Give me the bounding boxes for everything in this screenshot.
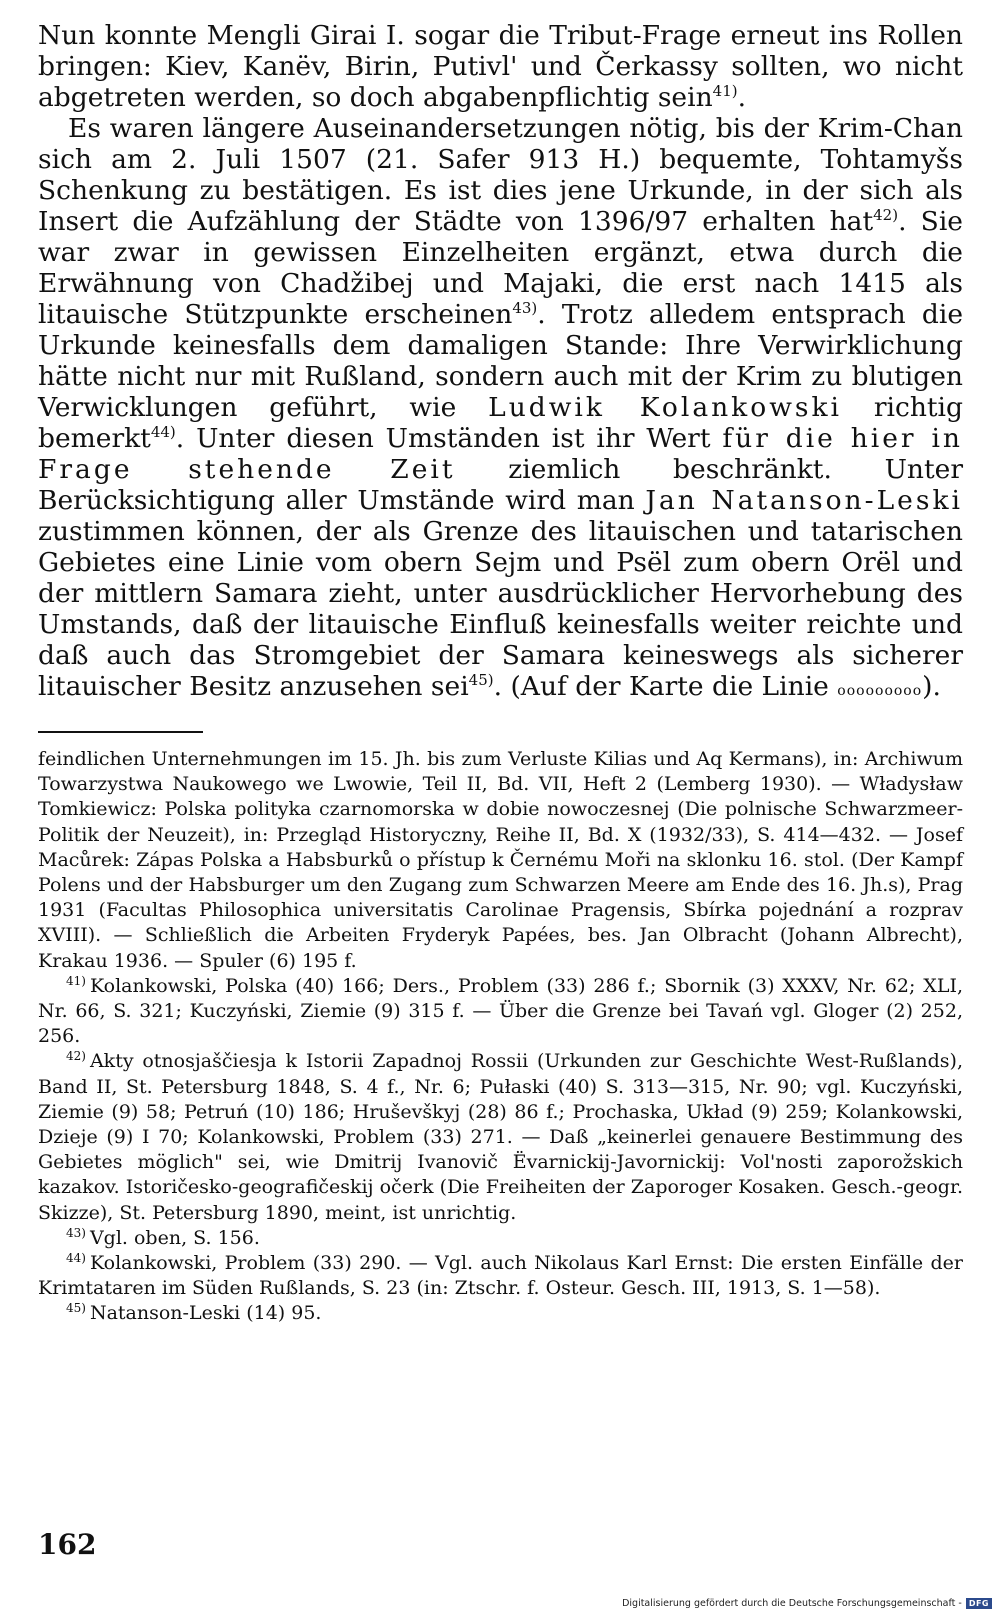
footnote-41: $^{41)}$ Kolankowski, Polska (40) 166; Ders., Problem (33) 286 f.; Sbornik (3) XXXV, Nr. 62; XLI, Nr. 66, S. 321; Kuczyński, Ziemie (9) 315 f. — Über die Grenze bei Tavań vgl. Gloger (2) 252, 256. (38, 973, 963, 1048)
paragraph-1: Nun konnte Mengli Girai I. sogar die Tribut-Frage erneut ins Rollen bringen: Kiev, Kanëv, Birin, Putivl' und Čerkassy sollten, wo nicht abgetreten werden, so doch abgabenpflichtig sein$^{41)}$. (38, 20, 963, 113)
emphasized-phrase: für die hier in Frage stehende Zeit (38, 423, 963, 485)
footnote-44: $^{44)}$ Kolankowski, Problem (33) 290. — Vgl. auch Nikolaus Karl Ernst: Die ersten Einfälle der Krimtataren im Süden Rußlands, S. 23 (in: Ztschr. f. Osteur. Gesch. III, 1913, S. 1—58). (38, 1250, 963, 1300)
footnote-ref-41[interactable]: 41) (712, 82, 738, 101)
footnote-43: $^{43)}$ Vgl. oben, S. 156. (66, 1225, 260, 1249)
footnote-divider (38, 731, 203, 733)
paragraph-2: Es waren längere Auseinandersetzungen nötig, bis der Krim-Chan sich am 2. Juli 1507 (21. Safer 913 H.) bequemte, Tohtamyšs Schenkung zu bestätigen. Es ist dies jene Urkunde, in der sich als Insert die Aufzählung der Städte von 1396/97 erhalten hat$^{42)}$. Sie war zwar in gewissen Einzelheiten ergänzt, etwa durch die Erwähnung von Chadžibej und Majaki, die erst nach 1415 als litauische Stützpunkte erscheinen$^{43)}$. Trotz alledem entsprach die Urkunde keinesfalls dem damaligen Stande: Ihre Verwirklichung hätte nicht nur mit Rußland, sondern auch mit der Krim zu blutigen Verwicklungen geführt, wie Ludwik Kolankowski richtig bemerkt$^{44)}$. Unter diesen Umständen ist ihr Wert für die hier in Frage stehende Zeit ziemlich beschränkt. Unter Berücksichtigung aller Umstände wird man Jan Natanson-Leski zustimmen können, der als Grenze des litauischen und tatarischen Gebietes eine Linie vom obern Sejm und Psël zum obern Orël und der mittlern Samara zieht, unter ausdrücklicher Hervorhebung des Umstands, daß der litauische Einfluß keinesfalls weiter reichte und daß auch das Stromgebiet der Samara keineswegs als sicherer litauischer Besitz anzusehen sei$^{45)}$. (Auf der Karte die Linie ooooooooo). (38, 113, 963, 702)
circle-line-symbol: ooooooooo (837, 683, 923, 699)
digitization-credit (622, 1598, 992, 1609)
dfg-logo-icon: DFG (966, 1598, 992, 1609)
footnote-ref-45[interactable]: 45) (468, 671, 494, 690)
footnote-42: $^{42)}$ Akty otnosjaščiesja k Istorii Zapadnoj Rossii (Urkunden zur Geschichte West-Rußlands), Band II, St. Petersburg 1848, S. 4 f., Nr. 6; Pułaski (40) S. 313—315, Nr. 90; vgl. Kuczyński, Ziemie (9) 58; Petruń (10) 186; Hruševškyj (28) 86 f.; Prochaska, Układ (9) 259; Kolankowski, Dzieje (9) I 70; Kolankowski, Problem (33) 271. — Daß „keinerlei genauere Bestimmung des Gebietes möglich" sei, wie Dmitrij Ivanovič Ëvarnickij-Javornickij: Vol'nosti zaporožskich kazakov. Istoričesko-geografičeskij očerk (Die Freiheiten der Zaporoger Kosaken. Gesch.-geogr. Skizze), St. Petersburg 1890, meint, ist unrichtig. (38, 1049, 963, 1224)
footnote-ref-44[interactable]: 44) (150, 423, 176, 442)
author-name: Jan Natanson-Leski (645, 485, 963, 516)
footnote-ref-43[interactable]: 43) (512, 299, 538, 318)
credit-text: Digitalisierung gefördert durch die Deutsche Forschungsgemeinschaft - (622, 1598, 962, 1609)
footnote-45: $^{45)}$ Natanson-Leski (14) 95. (66, 1301, 322, 1325)
main-text (38, 20, 963, 707)
page-number: 162 (38, 1528, 97, 1561)
author-name: Ludwik Kolankowski (488, 392, 843, 423)
footnotes (38, 747, 963, 1327)
page-content (38, 20, 963, 1327)
footnote-continued: feindlichen Unternehmungen im 15. Jh. bis zum Verluste Kilias und Aq Kermans), in: Archiwum Towarzystwa Naukowego we Lwowie, Teil II, Bd. VII, Heft 2 (Lemberg 1930). — Władysław Tomkiewicz: Polska polityka czarnomorska w dobie nowoczesnej (Die polnische Schwarzmeer-Politik der Neuzeit), in: Przegląd Historyczny, Reihe II, Bd. X (1932/33), S. 414—432. — Josef Macůrek: Zápas Polska a Habsburků o přístup k Černému Moři na sklonku 16. stol. (Der Kampf Polens und der Habsburger um den Zugang zum Schwarzen Meere am Ende des 16. Jh.s), Prag 1931 (Facultas Philosophica universitatis Carolinae Pragensis, Sbírka pojednání a rozprav XVIII). — Schließlich die Arbeiten Fryderyk Papées, bes. Jan Olbracht (Johann Albrecht), Krakau 1936. — Spuler (6) 195 f. (38, 748, 963, 972)
footnote-ref-42[interactable]: 42) (873, 206, 899, 225)
